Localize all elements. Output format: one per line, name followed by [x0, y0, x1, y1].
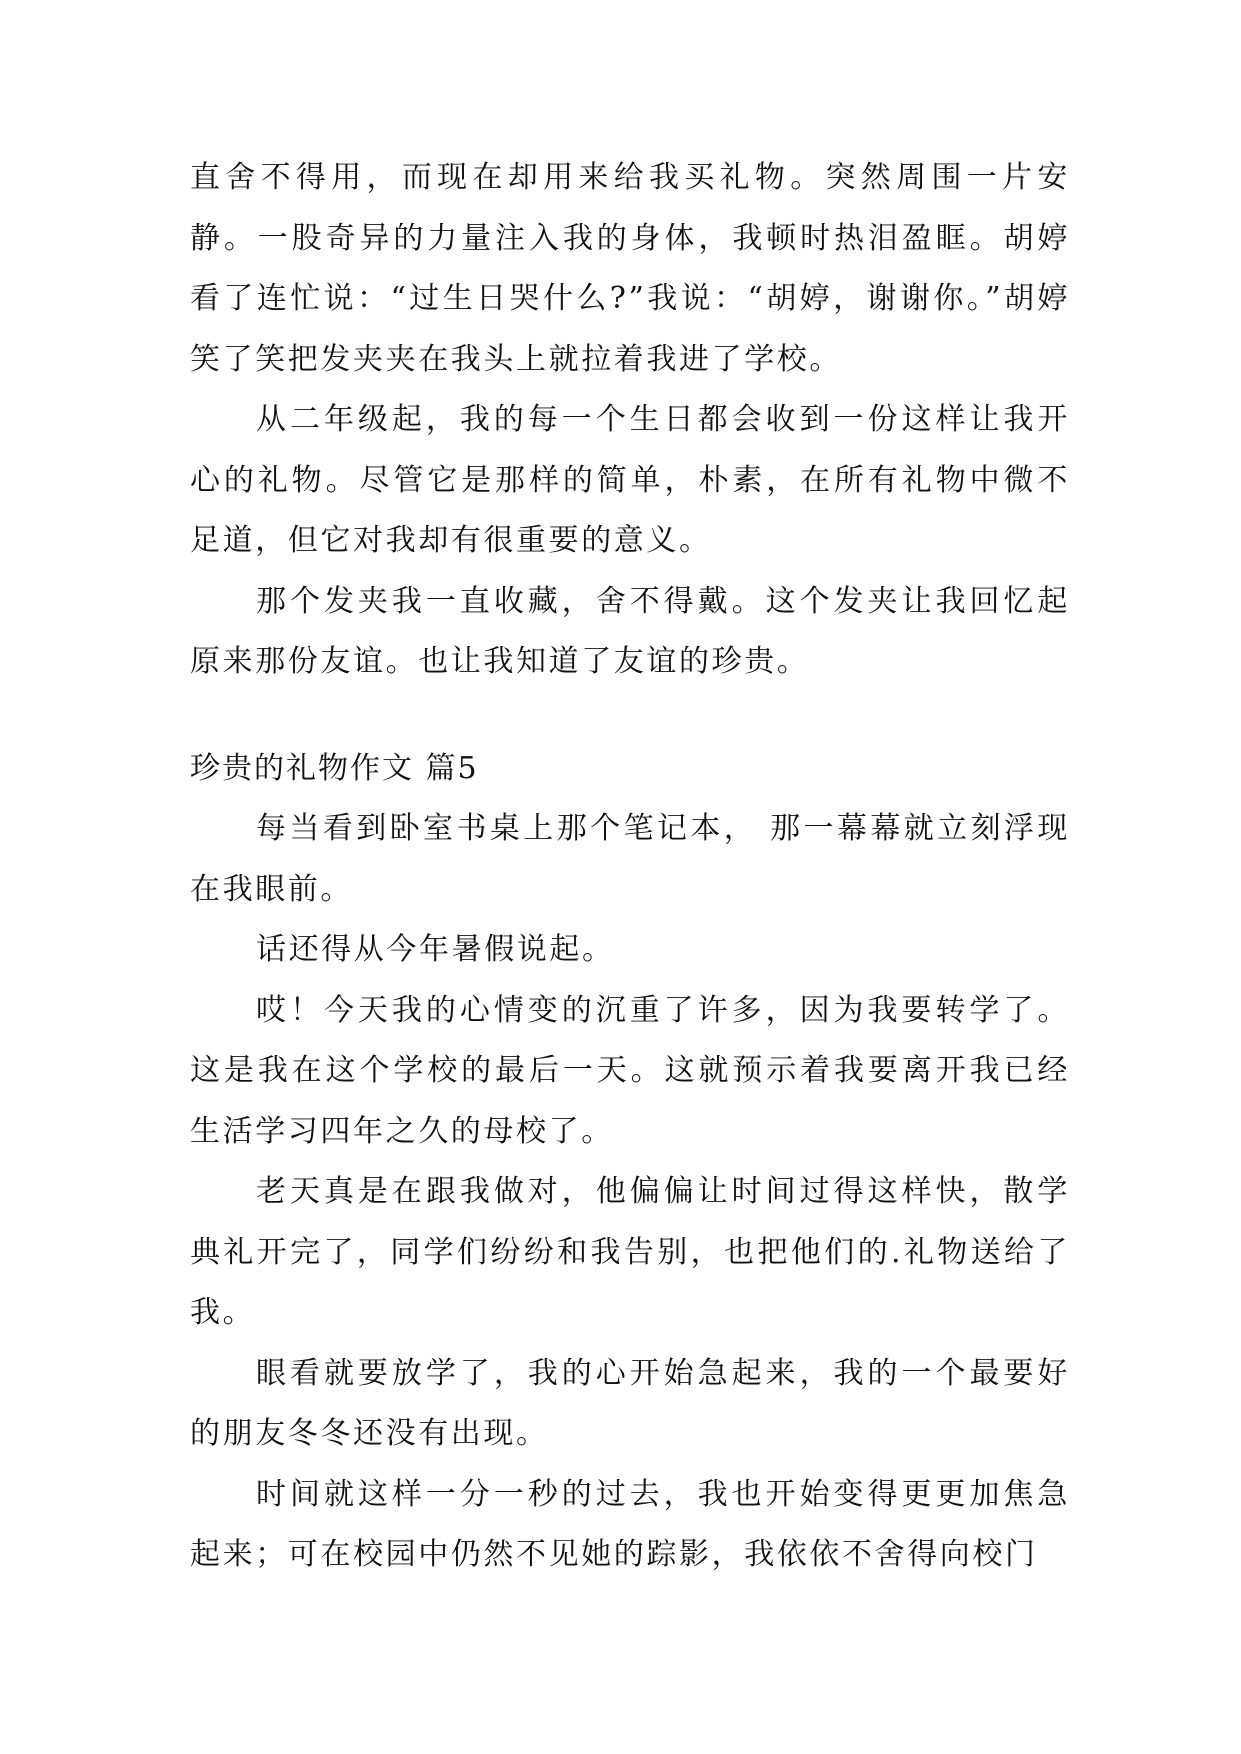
paragraph-6: 哎！今天我的心情变的沉重了许多，因为我要转学了。这是我在这个学校的最后一天。这就预示着我要离开我已经生活学习四年之久的母校了。 [190, 992, 1070, 1149]
paragraph-4: 每当看到卧室书桌上那个笔记本， 那一幕幕就立刻浮现在我眼前。 [190, 811, 1070, 907]
paragraph-3: 那个发夹我一直收藏，舍不得戴。这个发夹让我回忆起原来那份友谊。也让我知道了友谊的珍贵。 [190, 583, 1070, 679]
paragraph-7: 老天真是在跟我做对，他偏偏让时间过得这样快，散学典礼开完了，同学们纷纷和我告别，也把他们的.礼物送给了我。 [190, 1174, 1070, 1330]
paragraph-9: 时间就这样一分一秒的过去，我也开始变得更更加焦急起来；可在校园中仍然不见她的踪影，我依依不舍得向校门 [190, 1476, 1070, 1572]
paragraph-5: 话还得从今年暑假说起。 [256, 932, 615, 967]
paragraph-2: 从二年级起，我的每一个生日都会收到一份这样让我开心的礼物。尽管它是那样的简单，朴素，在所有礼物中微不足道，但它对我却有很重要的意义。 [190, 402, 1070, 558]
paragraph-8: 眼看就要放学了，我的心开始急起来，我的一个最要好的朋友冬冬还没有出现。 [190, 1355, 1070, 1451]
section-heading: 珍贵的礼物作文 篇5 [190, 750, 479, 786]
document-page [190, 148, 1070, 1586]
paragraph-1: 直舍不得用，而现在却用来给我买礼物。突然周围一片安静。一股奇异的力量注入我的身体，我顿时热泪盈眶。胡婷看了连忙说：“过生日哭什么?”我说：“胡婷，谢谢你。”胡婷笑了笑把发夹夹在我头上就拉着我进了学校。 [190, 160, 1070, 377]
